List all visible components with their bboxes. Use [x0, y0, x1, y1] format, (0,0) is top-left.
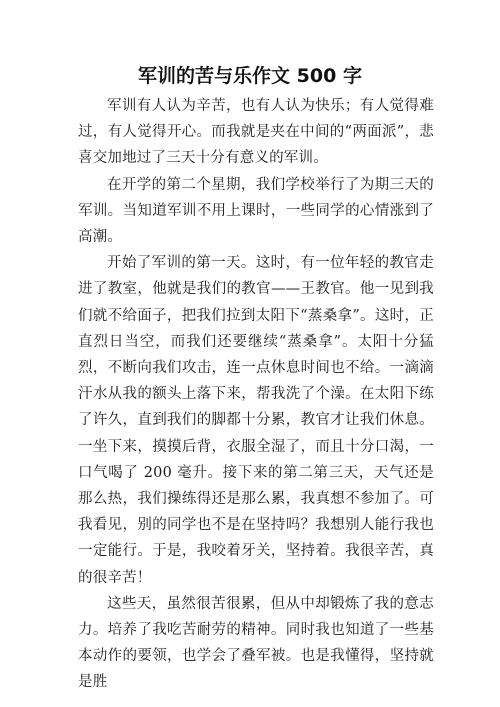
document-title: 军训的苦与乐作文 500 字	[138, 65, 362, 87]
paragraph-3: 开始了军训的第一天。这时，有一位年轻的教官走进了教室，他就是我们的教官——王教官。他一见到我们就不给面子，把我们拉到太阳下“蒸桑拿”。这时，正直烈日当空，而我们还要继续“蒸桑拿”。太阳十分猛烈，不断向我们攻击，连一点休息时间也不给。一滴滴汗水从我的额头上落下来，帮我洗了个澡。在太阳下练了许久，直到我们的脚都十分累，教官才让我们休息。一坐下来，摸摸后背，衣服全湿了，而且十分口渴，一口气喝了 200 毫升。接下来的第二第三天，天气还是那么热，我们操练得还是那么累，我真想不参加了。可我看见，别的同学也不是在坚持吗？我想别人能行我也一定能行。于是，我咬着牙关，坚持着。我很辛苦，真的很辛苦！	[78, 255, 434, 586]
paragraph-1: 军训有人认为辛苦，也有人认为快乐；有人觉得难过，有人觉得开心。而我就是夹在中间的“两面派”，悲喜交加地过了三天十分有意义的军训。	[78, 98, 434, 167]
paragraph-4: 这些天，虽然很苦很累，但从中却锻炼了我的意志力。培养了我吃苦耐劳的精神。同时我也知道了一些基本动作的要领，也学会了叠军被。也是我懂得，坚持就是胜	[78, 595, 434, 691]
document-body	[78, 93, 434, 696]
paragraph-2: 在开学的第二个星期，我们学校举行了为期三天的军训。当知道军训不用上课时，一些同学的心情涨到了高潮。	[78, 176, 434, 246]
